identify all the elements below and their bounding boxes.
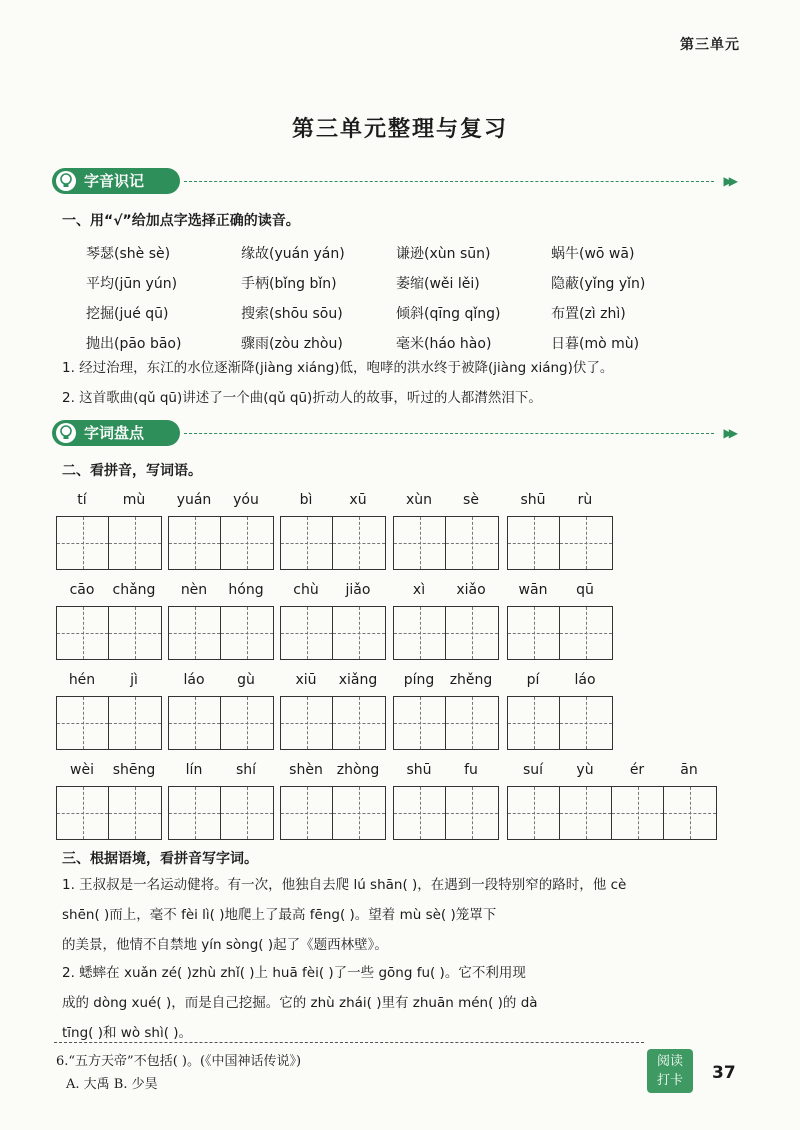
paragraph-line[interactable]: 成的 dòng xué( )，而是自己挖掘。它的 zhù zhái( )里有 zhuān mén( )的 dà xyxy=(62,995,538,1011)
writing-box[interactable] xyxy=(508,607,560,659)
writing-boxes xyxy=(280,786,386,840)
pinyin-label: hóng xyxy=(228,582,264,598)
writing-box[interactable] xyxy=(560,787,612,839)
writing-box[interactable] xyxy=(446,517,498,569)
pinyin-label: xì xyxy=(412,582,426,598)
writing-box[interactable] xyxy=(281,607,333,659)
pinyin-label: mù xyxy=(122,492,146,508)
unit-tag: 第三单元 xyxy=(680,37,740,53)
section-divider xyxy=(184,181,714,182)
section-label: 字音识记 xyxy=(84,172,145,190)
pinyin-label: láo xyxy=(574,672,596,688)
pinyin-label: jiǎo xyxy=(345,582,371,598)
writing-box[interactable] xyxy=(221,787,273,839)
word-item[interactable]: 骤雨(zòu zhòu) xyxy=(241,336,343,352)
writing-box[interactable] xyxy=(508,517,560,569)
writing-boxes xyxy=(168,696,274,750)
writing-box[interactable] xyxy=(109,607,161,659)
pinyin-label: wān xyxy=(518,582,548,598)
pinyin-label: yuán xyxy=(176,492,212,508)
pinyin-label: pí xyxy=(526,672,540,688)
writing-boxes xyxy=(280,696,386,750)
writing-boxes xyxy=(280,516,386,570)
paragraph-1 xyxy=(62,870,742,960)
word-item[interactable]: 隐蔽(yǐng yǐn) xyxy=(551,276,646,292)
word-item[interactable]: 缘故(yuán yán) xyxy=(241,246,345,262)
word-item[interactable]: 抛出(pāo bāo) xyxy=(86,336,182,352)
word-item[interactable]: 日暮(mò mù) xyxy=(551,336,640,352)
writing-box[interactable] xyxy=(333,607,385,659)
writing-box[interactable] xyxy=(57,517,109,569)
pinyin-label: shū xyxy=(520,492,546,508)
pinyin-label: yóu xyxy=(233,492,259,508)
pinyin-label: hén xyxy=(68,672,96,688)
pinyin-label: rù xyxy=(577,492,593,508)
pinyin-label: shū xyxy=(406,762,432,778)
writing-box[interactable] xyxy=(57,787,109,839)
section-header-pronunciation xyxy=(52,168,734,194)
pinyin-label: xùn xyxy=(405,492,433,508)
pinyin-label: shí xyxy=(235,762,257,778)
writing-box[interactable] xyxy=(169,607,221,659)
pinyin-label: xiǎng xyxy=(338,672,378,688)
writing-boxes xyxy=(507,696,613,750)
pinyin-label: qū xyxy=(576,582,594,598)
writing-box[interactable] xyxy=(221,607,273,659)
writing-box[interactable] xyxy=(221,697,273,749)
pinyin-label: chù xyxy=(293,582,319,598)
writing-box[interactable] xyxy=(508,697,560,749)
paragraph-line[interactable]: tīng( )和 wò shì( )。 xyxy=(62,1025,193,1041)
writing-box[interactable] xyxy=(109,517,161,569)
writing-box[interactable] xyxy=(664,787,716,839)
section-pill xyxy=(52,420,180,446)
word-item[interactable]: 手柄(bǐng bǐn) xyxy=(241,276,337,292)
writing-boxes xyxy=(280,606,386,660)
footer-divider xyxy=(54,1042,644,1043)
badge-line: 打卡 xyxy=(656,1073,683,1088)
pinyin-label: píng xyxy=(403,672,435,688)
writing-box[interactable] xyxy=(394,607,446,659)
writing-box[interactable] xyxy=(394,787,446,839)
pinyin-label: fu xyxy=(464,762,478,778)
writing-box[interactable] xyxy=(394,517,446,569)
pinyin-label: wèi xyxy=(70,762,94,778)
writing-boxes xyxy=(168,606,274,660)
writing-box[interactable] xyxy=(281,517,333,569)
writing-box[interactable] xyxy=(109,787,161,839)
writing-boxes xyxy=(56,696,162,750)
writing-boxes xyxy=(507,786,717,840)
pinyin-label: zhěng xyxy=(449,672,493,688)
writing-boxes xyxy=(168,786,274,840)
pinyin-label: tí xyxy=(77,492,87,508)
section-header-vocabulary xyxy=(52,420,734,446)
writing-box[interactable] xyxy=(57,607,109,659)
double-arrow-icon: ▶▶ xyxy=(723,426,734,440)
pinyin-label: shēng xyxy=(112,762,156,778)
pinyin-label: ān xyxy=(680,762,698,778)
pinyin-label: xū xyxy=(349,492,367,508)
writing-box[interactable] xyxy=(560,607,612,659)
section-divider xyxy=(184,433,714,434)
pinyin-label: xiǎo xyxy=(456,582,486,598)
writing-boxes xyxy=(393,696,499,750)
page-title: 第三单元整理与复习 xyxy=(291,117,508,142)
word-item[interactable]: 蜗牛(wō wā) xyxy=(551,246,635,262)
writing-boxes xyxy=(393,786,499,840)
word-item[interactable]: 毫米(háo hào) xyxy=(396,336,492,352)
paragraph-line[interactable]: 2. 蟋蟀在 xuǎn zé( )zhù zhǐ( )上 huā fèi( )了一些 gōng fu( )。它不利用现 xyxy=(62,965,526,981)
writing-boxes xyxy=(393,606,499,660)
badge-line: 阅读 xyxy=(656,1054,683,1069)
word-item[interactable]: 琴瑟(shè sè) xyxy=(86,246,171,262)
writing-boxes xyxy=(507,606,613,660)
reading-question: 6.“五方天帝”不包括( )。(《中国神话传说》) xyxy=(56,1054,302,1069)
pinyin-label: jì xyxy=(130,672,138,688)
reading-options[interactable]: A. 大禹 B. 少昊 xyxy=(66,1077,158,1092)
question-2-heading: 二、看拼音，写词语。 xyxy=(62,463,202,479)
section-label: 字词盘点 xyxy=(84,424,145,442)
writing-box[interactable] xyxy=(57,697,109,749)
word-item[interactable]: 搜索(shōu sōu) xyxy=(241,306,343,322)
pinyin-label: zhòng xyxy=(336,762,380,778)
writing-boxes xyxy=(168,516,274,570)
writing-boxes xyxy=(393,516,499,570)
sentence-1[interactable]: 1. 经过治理，东江的水位逐渐降(jiàng xiáng)低，咆哮的洪水终于被降(jiàng xiáng)伏了。 xyxy=(62,360,614,376)
writing-box[interactable] xyxy=(560,517,612,569)
word-item[interactable]: 谦逊(xùn sūn) xyxy=(396,246,491,262)
word-item[interactable]: 挖掘(jué qū) xyxy=(86,306,169,322)
word-item[interactable]: 倾斜(qīng qǐng) xyxy=(396,306,501,322)
word-row xyxy=(86,268,706,298)
writing-box[interactable] xyxy=(612,787,664,839)
word-row xyxy=(86,238,706,268)
pinyin-label: cāo xyxy=(69,582,95,598)
writing-box[interactable] xyxy=(333,697,385,749)
writing-box[interactable] xyxy=(169,517,221,569)
writing-box[interactable] xyxy=(221,517,273,569)
question-1-heading: 一、用“√”给加点字选择正确的读音。 xyxy=(62,213,300,229)
writing-boxes xyxy=(56,786,162,840)
pronunciation-grid xyxy=(86,238,706,358)
word-item[interactable]: 平均(jūn yún) xyxy=(86,276,178,292)
pinyin-label: sè xyxy=(463,492,479,508)
reading-checkin-badge xyxy=(647,1049,693,1093)
writing-box[interactable] xyxy=(394,697,446,749)
paragraph-line[interactable]: shēn( )而上，毫不 fèi lì( )地爬上了最高 fēng( )。望着 mù sè( )笼罩下 xyxy=(62,907,497,923)
writing-boxes xyxy=(56,516,162,570)
writing-box[interactable] xyxy=(446,607,498,659)
word-item[interactable]: 萎缩(wěi lěi) xyxy=(396,276,480,292)
word-row xyxy=(86,298,706,328)
writing-box[interactable] xyxy=(333,517,385,569)
question-3-heading: 三、根据语境，看拼音写字词。 xyxy=(62,851,258,867)
writing-box[interactable] xyxy=(281,697,333,749)
writing-boxes xyxy=(56,606,162,660)
lightbulb-icon xyxy=(56,423,76,443)
section-pill xyxy=(52,168,180,194)
pinyin-label: yù xyxy=(576,762,594,778)
writing-box[interactable] xyxy=(281,787,333,839)
writing-box[interactable] xyxy=(169,787,221,839)
paragraph-line[interactable]: 的美景，他情不自禁地 yín sòng( )起了《题西林壁》。 xyxy=(62,937,388,953)
double-arrow-icon: ▶▶ xyxy=(723,174,734,188)
paragraph-2 xyxy=(62,958,742,1048)
writing-box[interactable] xyxy=(109,697,161,749)
pinyin-label: lín xyxy=(185,762,203,778)
sentence-2[interactable]: 2. 这首歌曲(qǔ qū)讲述了一个曲(qǔ qū)折动人的故事，听过的人都潸然泪下。 xyxy=(62,390,542,406)
writing-box[interactable] xyxy=(446,787,498,839)
word-item[interactable]: 布置(zì zhì) xyxy=(551,306,626,322)
page-number: 37 xyxy=(712,1063,736,1083)
pinyin-label: chǎng xyxy=(112,582,156,598)
pinyin-label: suí xyxy=(522,762,544,778)
pinyin-label: láo xyxy=(183,672,205,688)
pinyin-label: nèn xyxy=(180,582,208,598)
writing-box[interactable] xyxy=(169,697,221,749)
pinyin-label: gù xyxy=(237,672,255,688)
writing-box[interactable] xyxy=(508,787,560,839)
writing-box[interactable] xyxy=(560,697,612,749)
pinyin-label: bì xyxy=(299,492,313,508)
pinyin-label: ér xyxy=(629,762,645,778)
pinyin-label: xiū xyxy=(295,672,317,688)
pinyin-label: shèn xyxy=(289,762,323,778)
paragraph-line[interactable]: 1. 王叔叔是一名运动健将。有一次，他独自去爬 lú shān( )，在遇到一段特别窄的路时，他 cè xyxy=(62,877,627,893)
word-row xyxy=(86,328,706,358)
lightbulb-icon xyxy=(56,171,76,191)
writing-box[interactable] xyxy=(446,697,498,749)
writing-box[interactable] xyxy=(333,787,385,839)
writing-boxes xyxy=(507,516,613,570)
